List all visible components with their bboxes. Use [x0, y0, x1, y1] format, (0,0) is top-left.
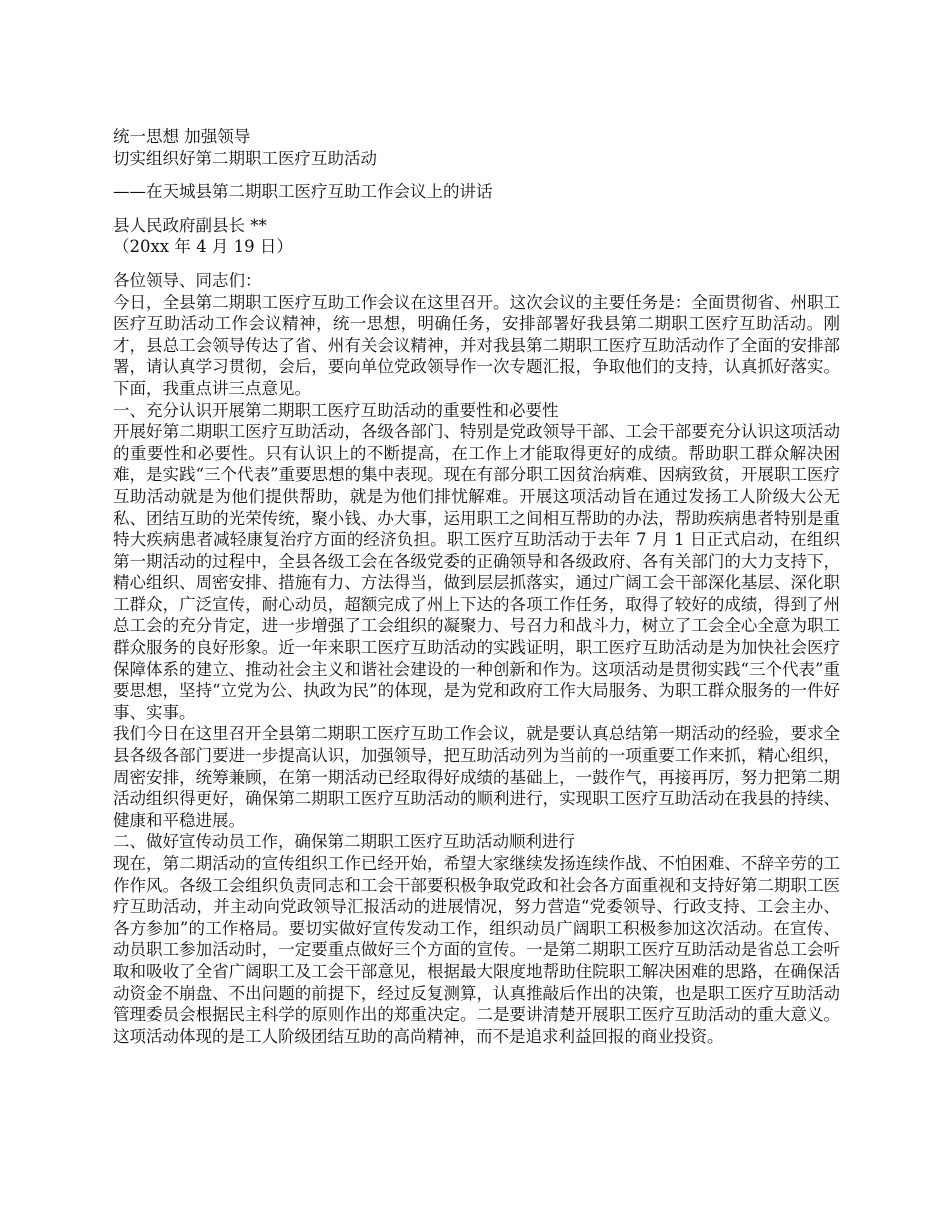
- speech-date: （20xx 年 4 月 19 日）: [113, 237, 293, 257]
- paragraph-intro: 今日，全县第二期职工医疗互助工作会议在这里召开。这次会议的主要任务是：全面贯彻省、州职工医疗互助活动工作会议精神，统一思想，明确任务，安排部署好我县第二期职工医疗互助活动。刚才，县总工会领导传达了省、州有关会议精神，并对我县第二期职工医疗互助活动作了全面的安排部署，请认真学习贯彻，会后，要向单位党政领导作一次专题汇报，争取他们的支持，认真抓好落实。下面，我重点讲三点意见。: [113, 292, 840, 398]
- spacer: [113, 203, 840, 215]
- title-line-1: 统一思想 加强领导: [113, 127, 251, 146]
- paragraph-section-1b: 我们今日在这里召开全县第二期职工医疗互助工作会议，就是要认真总结第一期活动的经验，要求全县各级各部门要进一步提高认识，加强领导，把互助活动列为当前的一项重要工作来抓，精心组织，周密安排，统筹兼顾，在第一期活动已经取得好成绩的基础上，一鼓作气，再接再厉，努力把第二期活动组织得更好，确保第二期职工医疗互助活动的顺利进行，实现职工医疗互助活动在我县的持续、健康和平稳进展。: [113, 724, 840, 830]
- subtitle: ——在天城县第二期职工医疗互助工作会议上的讲话: [113, 182, 493, 202]
- title-line-2: 切实组织好第二期职工医疗互助活动: [113, 148, 377, 168]
- section-heading-2: 二、做好宣传动员工作，确保第二期职工医疗互助活动顺利进行: [113, 832, 575, 852]
- spacer: [113, 169, 840, 181]
- section-heading-1: 一、充分认识开展第二期职工医疗互助活动的重要性和必要性: [113, 400, 559, 420]
- spacer: [113, 258, 840, 270]
- document-page: [113, 126, 840, 1047]
- salutation: 各位领导、同志们：: [113, 270, 262, 290]
- paragraph-section-1a: 开展好第二期职工医疗互助活动，各级各部门、特别是党政领导干部、工会干部要充分认识这项活动的重要性和必要性。只有认识上的不断提高，在工作上才能取得更好的成绩。帮助职工群众解决困难，是实践“三个代表”重要思想的集中表现。现在有部分职工因贫治病难、因病致贫，开展职工医疗互助活动就是为他们提供帮助，就是为他们排忧解难。开展这项活动旨在通过发扬工人阶级大公无私、团结互助的光荣传统，聚小钱、办大事，运用职工之间相互帮助的办法，帮助疾病患者特别是重特大疾病患者减轻康复治疗方面的经济负担。职工医疗互助活动于去年 7 月 1 日正式启动，在组织第一期活动的过程中，全县各级工会在各级党委的正确领导和各级政府、各有关部门的大力支持下，精心组织、周密安排、措施有力、方法得当，做到层层抓落实，通过广阔工会干部深化基层、深化职工群众，广泛宣传，耐心动员，超额完成了州上下达的各项工作任务，取得了较好的成绩，得到了州总工会的充分肯定，进一步增强了工会组织的凝聚力、号召力和战斗力，树立了工会全心全意为职工群众服务的良好形象。近一年来职工医疗互助活动的实践证明，职工医疗互助活动是为加快社会医疗保障体系的建立、推动社会主义和谐社会建设的一种创新和作为。这项活动是贯彻实践“三个代表”重要思想，坚持“立党为公、执政为民”的体现，是为党和政府工作大局服务、为职工群众服务的一件好事、实事。: [113, 422, 840, 722]
- speaker: 县人民政府副县长 **: [113, 215, 267, 235]
- paragraph-section-2a: 现在，第二期活动的宣传组织工作已经开始，希望大家继续发扬连续作战、不怕困难、不辞辛劳的工作作风。各级工会组织负责同志和工会干部要积极争取党政和社会各方面重视和支持好第二期职工医疗互助活动，并主动向党政领导汇报活动的进展情况，努力营造“党委领导、行政支持、工会主办、各方参加”的工作格局。要切实做好宣传发动工作，组织动员广阔职工积极参加这次活动。在宣传、动员职工参加活动时，一定要重点做好三个方面的宣传。一是第二期职工医疗互助活动是省总工会听取和吸收了全省广阔职工及工会干部意见，根据最大限度地帮助住院职工解决困难的思路，在确保活动资金不崩盘、不出问题的前提下，经过反复测算，认真推敲后作出的决策，也是职工医疗互助活动管理委员会根据民主科学的原则作出的郑重决定。二是要讲清楚开展职工医疗互助活动的重大意义。这项活动体现的是工人阶级团结互助的高尚精神，而不是追求利益回报的商业投资。: [113, 854, 840, 1046]
